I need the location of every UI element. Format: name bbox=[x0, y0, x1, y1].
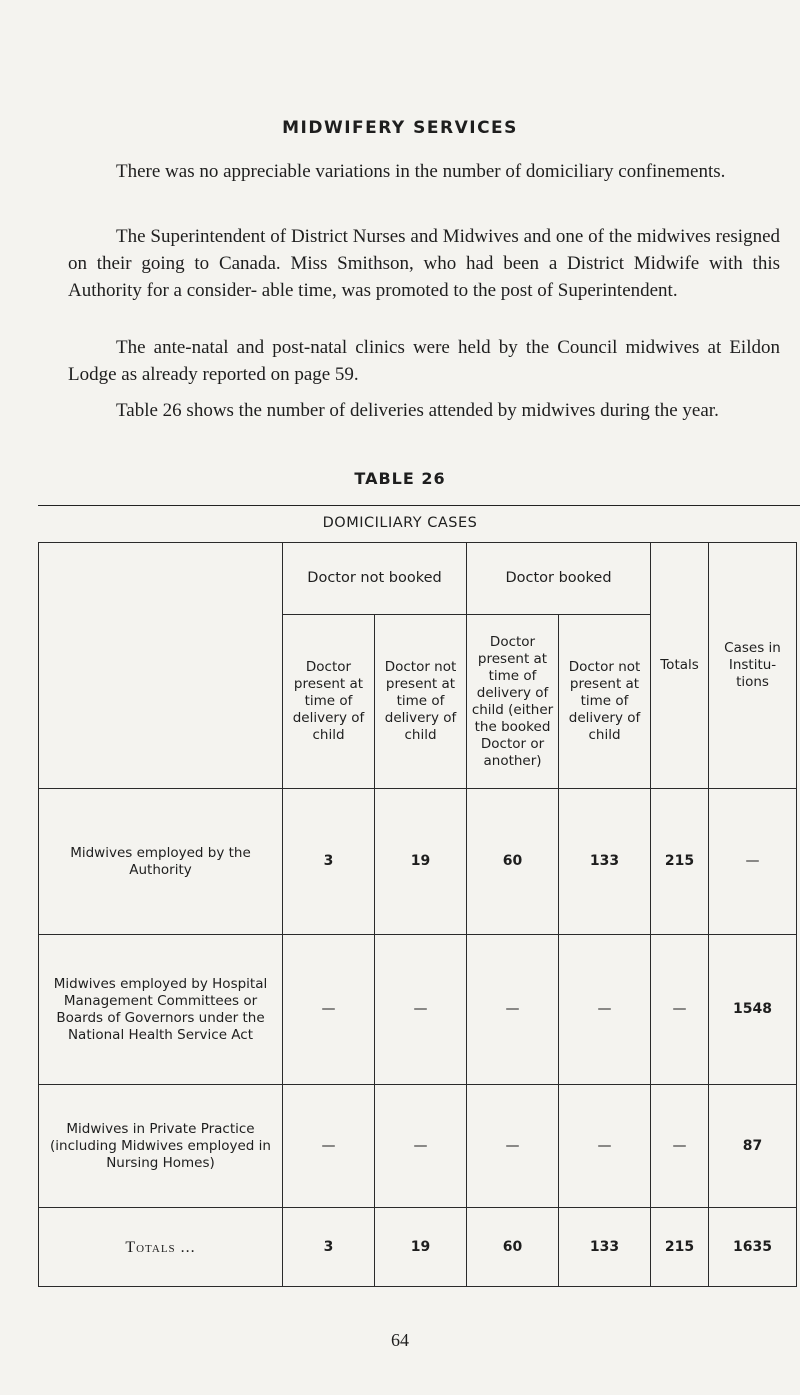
paragraph-confinements: There was no appreciable variations in the number of domiciliary confinements. bbox=[116, 161, 726, 182]
column-header-notbooked-present: Doctor present at time of delivery of child bbox=[283, 615, 375, 789]
table-cell: 215 bbox=[651, 789, 709, 935]
column-header-cases-in-institutions: Cases in Institu- tions bbox=[709, 543, 797, 789]
column-header-booked-not-present: Doctor not present at time of delivery of child bbox=[559, 615, 651, 789]
column-header-notbooked-not-present: Doctor not present at time of delivery of child bbox=[375, 615, 467, 789]
table-cell: 215 bbox=[651, 1208, 709, 1287]
table-cell: 133 bbox=[559, 789, 651, 935]
table-cell: — bbox=[559, 935, 651, 1085]
table-top-rule bbox=[38, 505, 800, 506]
table-cell: 60 bbox=[467, 1208, 559, 1287]
page-heading: MIDWIFERY SERVICES bbox=[282, 118, 518, 138]
domiciliary-cases-table bbox=[38, 542, 797, 1287]
paragraph-table-intro: Table 26 shows the number of deliveries attended by midwives during the year. bbox=[116, 400, 719, 421]
table-cell: 19 bbox=[375, 789, 467, 935]
row-label-private-practice-midwives: Midwives in Private Practice (including Midwives employed in Nursing Homes) bbox=[39, 1085, 283, 1208]
table-subtitle: DOMICILIARY CASES bbox=[322, 515, 478, 531]
table-cell: 1635 bbox=[709, 1208, 797, 1287]
table-cell: 133 bbox=[559, 1208, 651, 1287]
table-title: TABLE 26 bbox=[354, 469, 446, 488]
table-cell: — bbox=[559, 1085, 651, 1208]
group-header-doctor-booked: Doctor booked bbox=[467, 543, 651, 615]
row-label-totals: Totals ... bbox=[39, 1208, 283, 1287]
table-cell: — bbox=[651, 935, 709, 1085]
row-label-authority-midwives: Midwives employed by the Authority bbox=[39, 789, 283, 935]
table-cell: — bbox=[709, 789, 797, 935]
table-corner-cell bbox=[39, 543, 283, 789]
group-header-doctor-not-booked: Doctor not booked bbox=[283, 543, 467, 615]
page-number: 64 bbox=[391, 1330, 409, 1350]
table-cell: — bbox=[467, 935, 559, 1085]
row-label-hospital-midwives: Midwives employed by Hospital Management Committees or Boards of Governors under the National Health Service Act bbox=[39, 935, 283, 1085]
table-cell: 3 bbox=[283, 789, 375, 935]
paragraph-clinics: The ante-natal and post-natal clinics were held by the Council midwives at Eildon Lodge as already reported on page 59. bbox=[68, 337, 780, 385]
table-cell: — bbox=[283, 1085, 375, 1208]
table-row bbox=[39, 935, 797, 1085]
table-group-header-row bbox=[39, 543, 797, 615]
table-cell: — bbox=[375, 1085, 467, 1208]
table-totals-row bbox=[39, 1208, 797, 1287]
table-cell: 60 bbox=[467, 789, 559, 935]
table-row bbox=[39, 1085, 797, 1208]
table-cell: — bbox=[283, 935, 375, 1085]
table-row bbox=[39, 789, 797, 935]
table-cell: — bbox=[375, 935, 467, 1085]
table-cell: 3 bbox=[283, 1208, 375, 1287]
table-cell: — bbox=[467, 1085, 559, 1208]
column-header-totals: Totals bbox=[651, 543, 709, 789]
table-cell: 87 bbox=[709, 1085, 797, 1208]
paragraph-superintendent: The Superintendent of District Nurses and Midwives and one of the midwives resigned on their going to Canada. Miss Smithson, who had been a District Midwife with this Authority for a consider- able time, was promoted to the post of Superintendent. bbox=[68, 226, 780, 301]
column-header-booked-present: Doctor present at time of delivery of child (either the booked Doctor or another) bbox=[467, 615, 559, 789]
table-cell: 19 bbox=[375, 1208, 467, 1287]
table-cell: 1548 bbox=[709, 935, 797, 1085]
table-cell: — bbox=[651, 1085, 709, 1208]
